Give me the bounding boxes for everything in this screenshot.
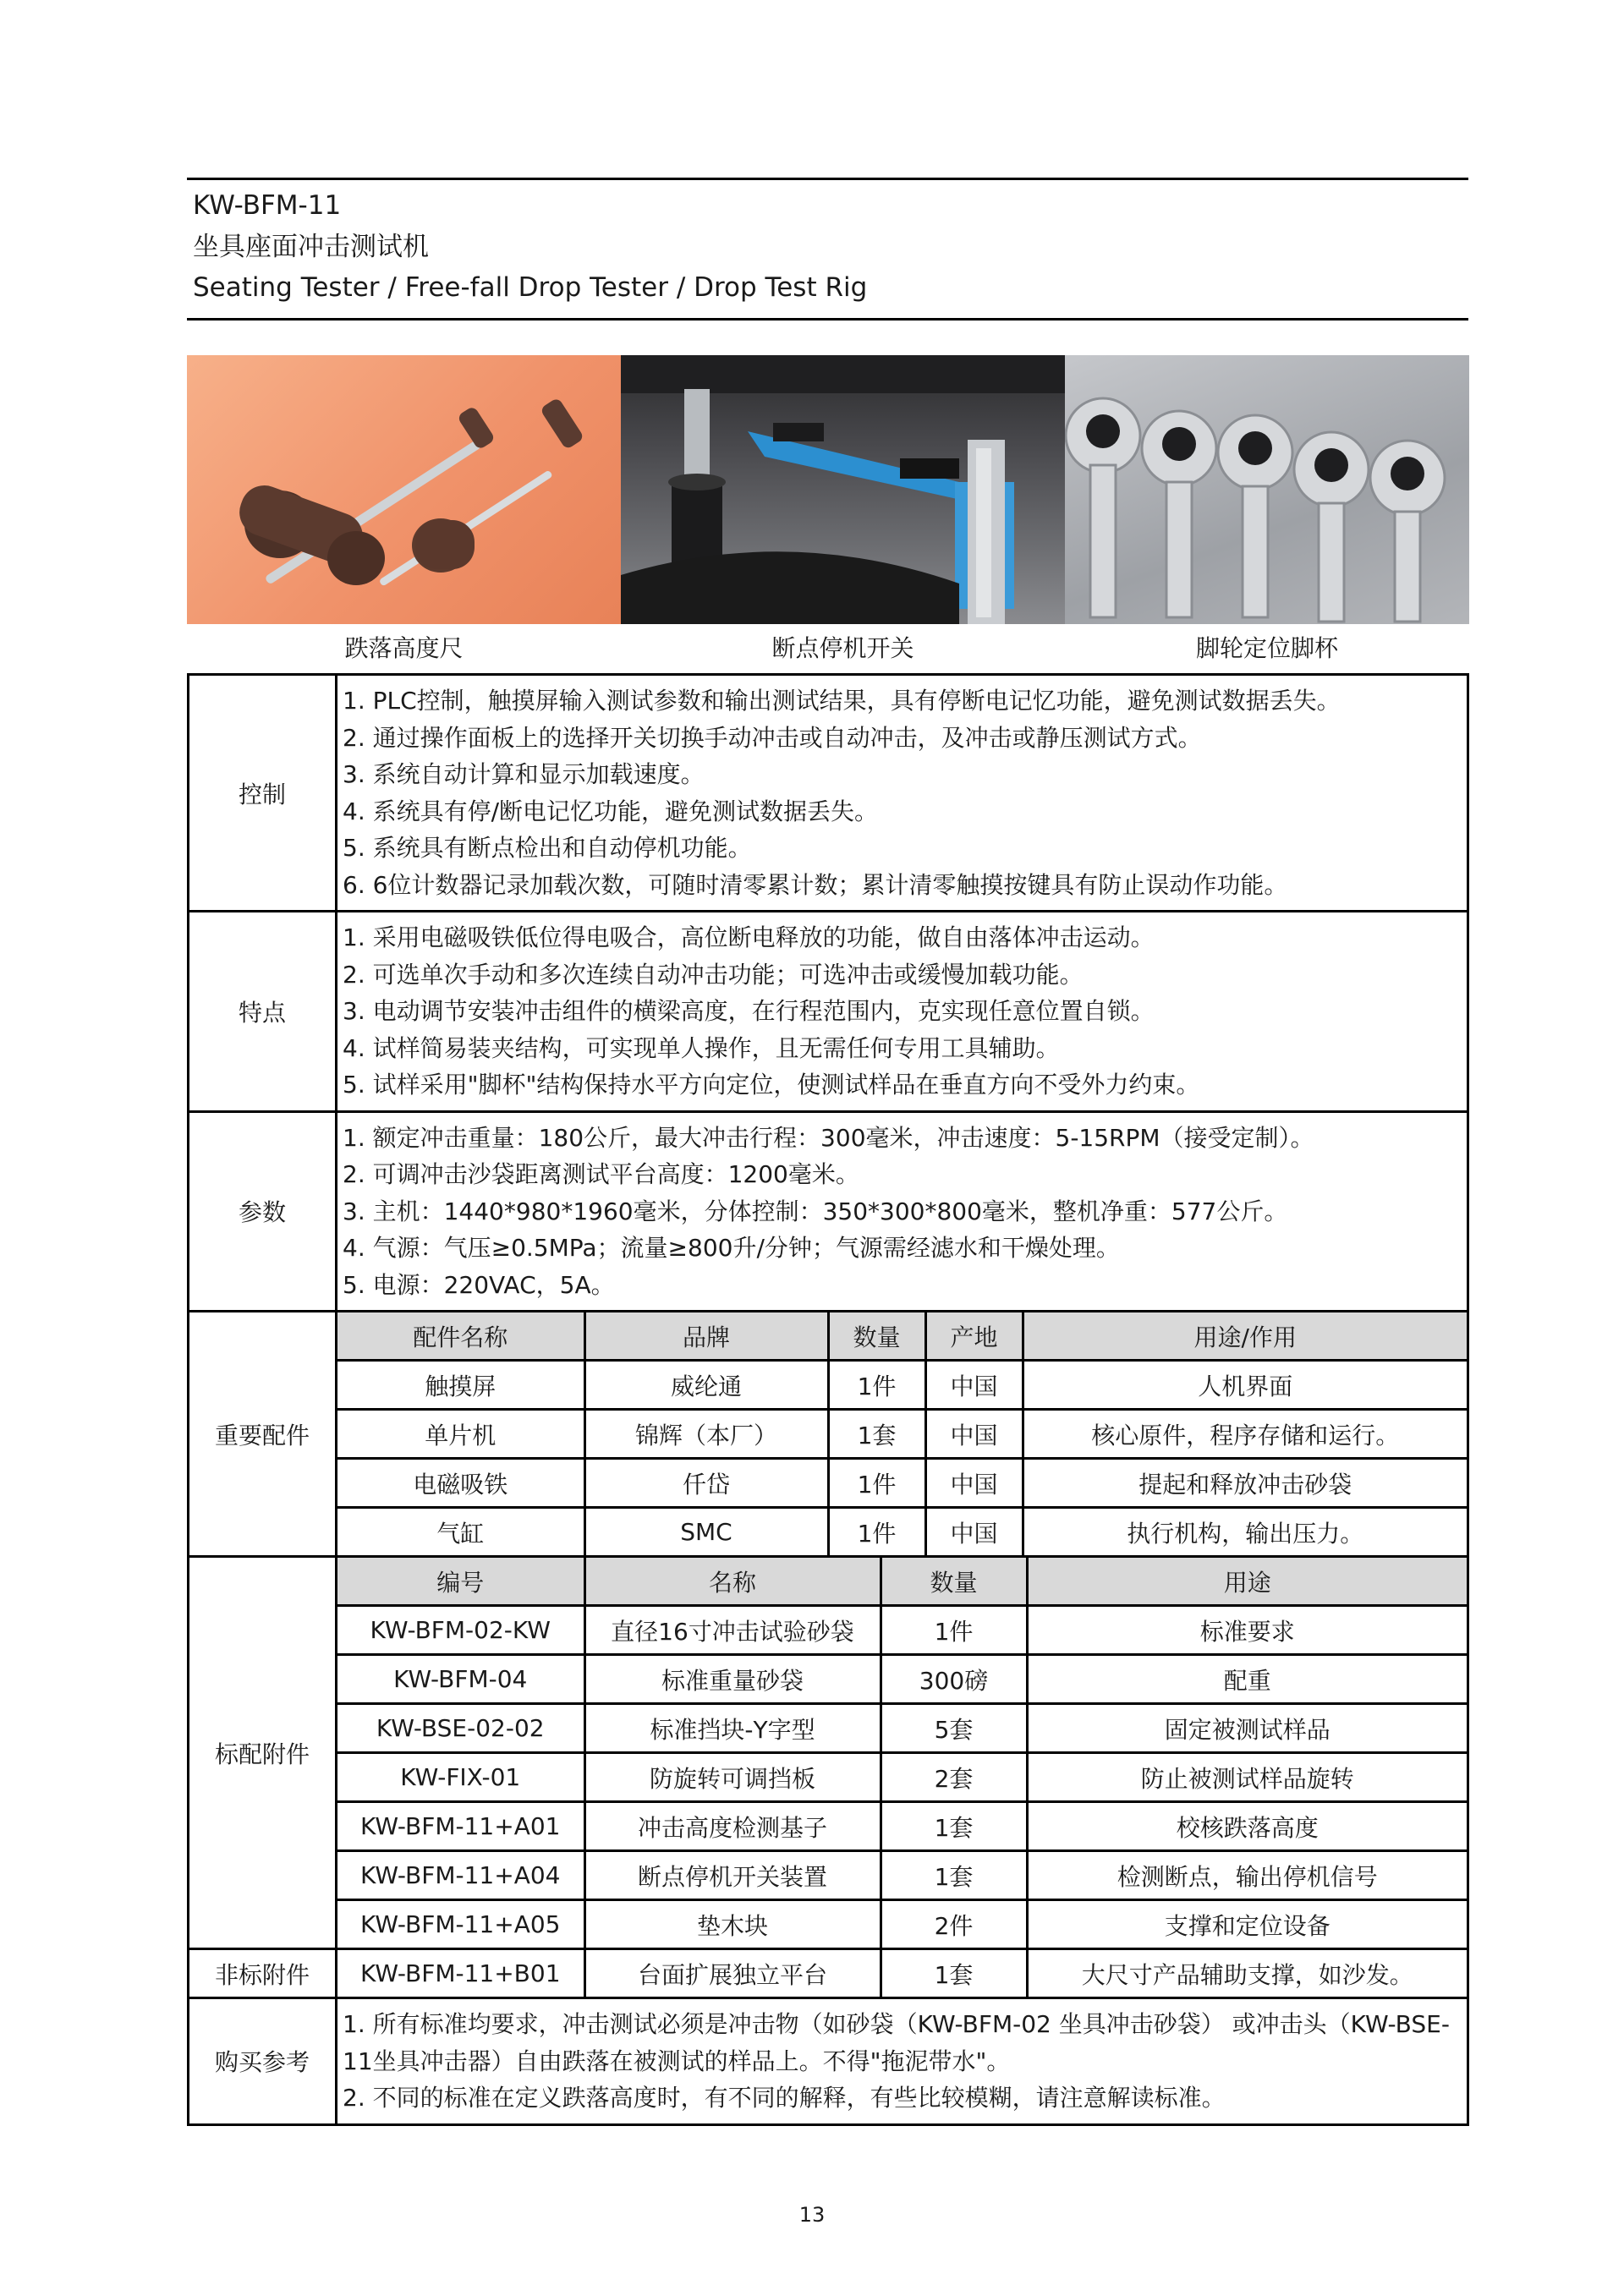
cell: 1件 (881, 1606, 1027, 1655)
cell: SMC (584, 1508, 828, 1556)
cell: 大尺寸产品辅助支撑，如沙发。 (1027, 1950, 1467, 1997)
table-row (337, 1459, 1467, 1508)
cell: 台面扩展独立平台 (584, 1950, 881, 1997)
section-label-purchase: 购买参考 (189, 1998, 337, 2125)
section-label-control: 控制 (189, 675, 337, 912)
section-label-parts: 重要配件 (189, 1312, 337, 1557)
parts-header-row (337, 1312, 1467, 1361)
section-label-features: 特点 (189, 912, 337, 1112)
control-line-3: 3. 系统自动计算和显示加载速度。 (343, 760, 705, 788)
cell: 标准要求 (1027, 1606, 1467, 1655)
title-chinese: 坐具座面冲击测试机 (193, 232, 429, 262)
cell: 气缸 (337, 1508, 584, 1556)
params-line-5: 5. 电源：220VAC，5A。 (343, 1270, 615, 1299)
cell: 标准重量砂袋 (584, 1655, 881, 1704)
cell: 1套 (881, 1802, 1027, 1851)
cell: 1件 (828, 1361, 925, 1410)
section-std-accessories (189, 1557, 1468, 1949)
cell: 单片机 (337, 1410, 584, 1459)
parts-header-brand: 品牌 (584, 1312, 828, 1361)
photo-caption-1: 跌落高度尺 (344, 634, 464, 662)
cell: 电磁吸铁 (337, 1459, 584, 1508)
cell: 5套 (881, 1704, 1027, 1753)
cell: 中国 (925, 1508, 1023, 1556)
features-line-3: 3. 电动调节安装冲击组件的横梁高度，在行程范围内，克实现任意位置自锁。 (343, 997, 1155, 1025)
table-row (337, 1802, 1467, 1851)
cell: 执行机构，输出压力。 (1023, 1508, 1467, 1556)
table-row (337, 1508, 1467, 1556)
table-row (337, 1704, 1467, 1753)
section-label-nonstd-accessories: 非标附件 (189, 1949, 337, 1998)
params-line-3: 3. 主机：1440*980*1960毫米，分体控制：350*300*800毫米，整机净重：577公斤。 (343, 1197, 1288, 1225)
photo-caption-2: 断点停机开关 (771, 634, 914, 662)
parts-header-purpose: 用途/作用 (1023, 1312, 1467, 1361)
caster-positioning-cup-photo (1065, 355, 1469, 624)
cell: KW-BFM-11+A04 (337, 1851, 584, 1900)
control-line-6: 6. 6位计数器记录加载次数，可随时清零累计数；累计清零触摸按键具有防止误动作功能。 (343, 870, 1288, 899)
nonstd-accessories-table (337, 1950, 1467, 1997)
control-lines (337, 676, 1467, 910)
section-nonstd-accessories (189, 1949, 1468, 1998)
cell: 1套 (881, 1950, 1027, 1997)
title-english: Seating Tester / Free-fall Drop Tester / Drop Test Rig (193, 272, 868, 303)
cell: 校核跌落高度 (1027, 1802, 1467, 1851)
cell: 配重 (1027, 1655, 1467, 1704)
cell: 1件 (828, 1508, 925, 1556)
section-features (189, 912, 1468, 1112)
cell: 检测断点，输出停机信号 (1027, 1851, 1467, 1900)
cell: 提起和释放冲击砂袋 (1023, 1459, 1467, 1508)
std-header-qty: 数量 (881, 1558, 1027, 1606)
params-lines (337, 1113, 1467, 1311)
cell: 2套 (881, 1753, 1027, 1802)
cell: 中国 (925, 1459, 1023, 1508)
cell: 人机界面 (1023, 1361, 1467, 1410)
cell: KW-BFM-11+A05 (337, 1900, 584, 1948)
model-number: KW-BFM-11 (193, 190, 342, 221)
std-accessories-table (337, 1558, 1467, 1948)
section-label-std-accessories: 标配附件 (189, 1557, 337, 1949)
cell: KW-BFM-02-KW (337, 1606, 584, 1655)
control-line-4: 4. 系统具有停/断电记忆功能，避免测试数据丢失。 (343, 797, 879, 825)
page-number: 13 (798, 2203, 826, 2227)
table-row (337, 1753, 1467, 1802)
breakpoint-stop-switch-photo (621, 355, 1065, 624)
cell: KW-FIX-01 (337, 1753, 584, 1802)
control-line-2: 2. 通过操作面板上的选择开关切换手动冲击或自动冲击，及冲击或静压测试方式。 (343, 723, 1202, 752)
cell: 1套 (881, 1851, 1027, 1900)
table-row (337, 1410, 1467, 1459)
cell: 断点停机开关装置 (584, 1851, 881, 1900)
parts-header-name: 配件名称 (337, 1312, 584, 1361)
params-line-1: 1. 额定冲击重量：180公斤，最大冲击行程：300毫米，冲击速度：5-15RPM（接受定制）。 (343, 1123, 1314, 1152)
cell: 支撑和定位设备 (1027, 1900, 1467, 1948)
cell: 300磅 (881, 1655, 1027, 1704)
spec-table (187, 673, 1469, 2126)
cell: 2件 (881, 1900, 1027, 1948)
section-control (189, 675, 1468, 912)
table-row (337, 1851, 1467, 1900)
control-line-1: 1. PLC控制，触摸屏输入测试参数和输出测试结果，具有停断电记忆功能，避免测试数据丢失。 (343, 687, 1341, 715)
table-row (337, 1361, 1467, 1410)
section-params (189, 1111, 1468, 1312)
header-bottom-rule (187, 318, 1468, 321)
cell: 中国 (925, 1410, 1023, 1459)
features-line-5: 5. 试样采用"脚杯"结构保持水平方向定位，使测试样品在垂直方向不受外力约束。 (343, 1071, 1200, 1099)
control-line-5: 5. 系统具有断点检出和自动停机功能。 (343, 834, 752, 862)
cell: KW-BFM-04 (337, 1655, 584, 1704)
table-row (337, 1900, 1467, 1948)
cell: 防止被测试样品旋转 (1027, 1753, 1467, 1802)
cell: 标准挡块-Y字型 (584, 1704, 881, 1753)
features-line-2: 2. 可选单次手动和多次连续自动冲击功能；可选冲击或缓慢加载功能。 (343, 960, 1084, 989)
features-line-4: 4. 试样简易装夹结构，可实现单人操作，且无需任何专用工具辅助。 (343, 1033, 1060, 1062)
parts-table (337, 1312, 1467, 1555)
parts-header-origin: 产地 (925, 1312, 1023, 1361)
cell: 冲击高度检测基子 (584, 1802, 881, 1851)
cell: 垫木块 (584, 1900, 881, 1948)
parts-header-qty: 数量 (828, 1312, 925, 1361)
table-row (337, 1655, 1467, 1704)
table-row (337, 1606, 1467, 1655)
cell: 锦辉（本厂） (584, 1410, 828, 1459)
purchase-line-2: 2. 不同的标准在定义跌落高度时，有不同的解释，有些比较模糊，请注意解读标准。 (343, 2084, 1226, 2112)
features-lines (337, 912, 1467, 1110)
cell: 直径16寸冲击试验砂袋 (584, 1606, 881, 1655)
params-line-4: 4. 气源：气压≥0.5MPa；流量≥800升/分钟；气源需经滤水和干燥处理。 (343, 1234, 1120, 1262)
std-header-purpose: 用途 (1027, 1558, 1467, 1606)
cell: 仟岱 (584, 1459, 828, 1508)
section-label-params: 参数 (189, 1111, 337, 1312)
cell: 1套 (828, 1410, 925, 1459)
cell: 中国 (925, 1361, 1023, 1410)
std-header-row (337, 1558, 1467, 1606)
cell: KW-BSE-02-02 (337, 1704, 584, 1753)
header-top-rule (187, 178, 1468, 180)
purchase-line-1: 1. 所有标准均要求，冲击测试必须是冲击物（如砂袋（KW-BFM-02 坐具冲击砂袋） 或冲击头（KW-BSE-11坐具冲击器）自由跌落在被测试的样品上。不得"拖泥带水"。 (343, 2010, 1450, 2075)
cell: 防旋转可调挡板 (584, 1753, 881, 1802)
cell: 固定被测试样品 (1027, 1704, 1467, 1753)
cell: 1件 (828, 1459, 925, 1508)
std-header-code: 编号 (337, 1558, 584, 1606)
std-header-name: 名称 (584, 1558, 881, 1606)
features-line-1: 1. 采用电磁吸铁低位得电吸合，高位断电释放的功能，做自由落体冲击运动。 (343, 923, 1155, 951)
section-purchase (189, 1998, 1468, 2125)
cell: 威纶通 (584, 1361, 828, 1410)
purchase-lines (337, 1999, 1467, 2123)
params-line-2: 2. 可调冲击沙袋距离测试平台高度：1200毫米。 (343, 1160, 859, 1188)
cell: KW-BFM-11+B01 (359, 1959, 561, 1987)
cell: 触摸屏 (337, 1361, 584, 1410)
photo-caption-3: 脚轮定位脚杯 (1195, 634, 1338, 662)
section-parts (189, 1312, 1468, 1557)
cell: KW-BFM-11+A01 (337, 1802, 584, 1851)
drop-height-gauge-photo (187, 355, 621, 624)
table-row (337, 1950, 1467, 1997)
cell: 核心原件，程序存储和运行。 (1023, 1410, 1467, 1459)
